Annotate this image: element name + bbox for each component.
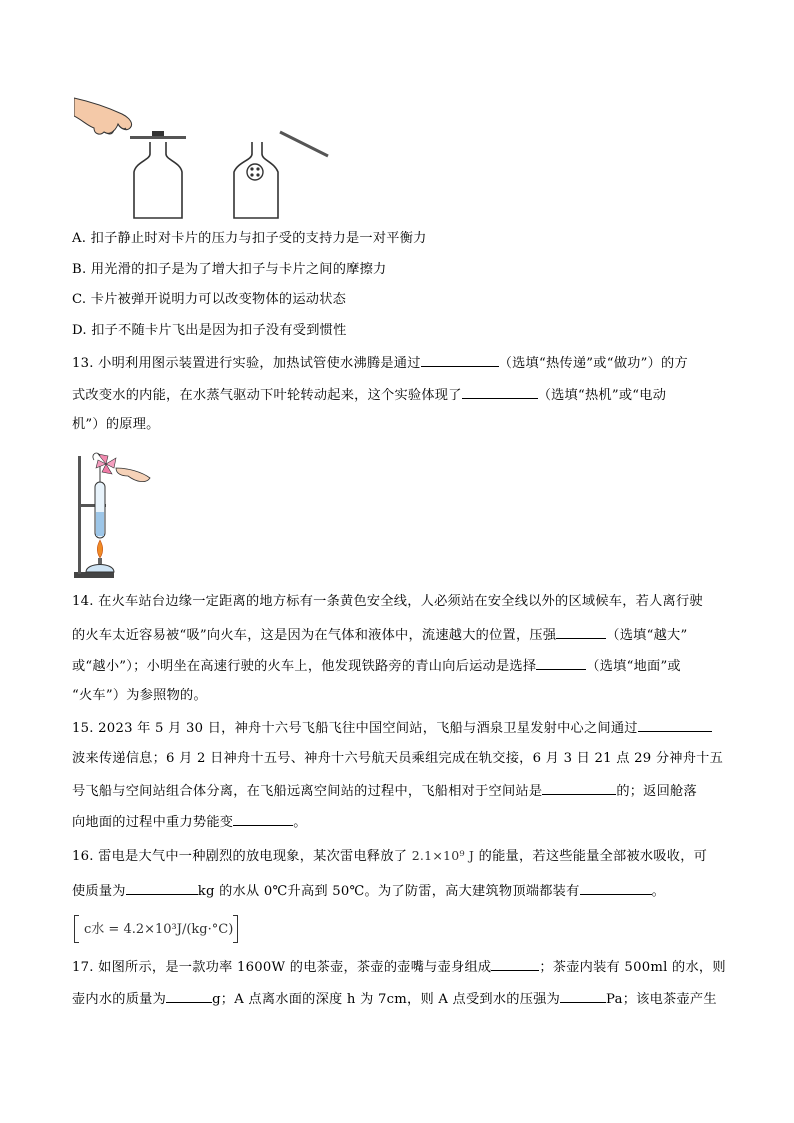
flying-card [280, 132, 328, 156]
q16-blank-1[interactable] [126, 880, 198, 895]
flame [97, 540, 102, 558]
q12-option-d: D. 扣子不随卡片飞出是因为扣子没有受到惯性 [72, 323, 347, 338]
q14-line-2: 的火车太近容易被“吸”向火车，这是因为在气体和液体中，流速越大的位置，压强 （选填“越大” [72, 624, 687, 646]
q13-line-3: 机”）的原理。 [72, 417, 160, 432]
q17-line-2: 壶内水的质量为 g；A 点离水面的深度 h 为 7cm，则 A 点受到水的压强为 Pa；该电茶壶产生 [72, 988, 717, 1010]
pinwheel [96, 454, 116, 474]
energy-value: 2.1×10⁹ J [411, 848, 475, 863]
q12-option-a: A. 扣子静止时对卡片的压力与扣子受的支持力是一对平衡力 [72, 231, 427, 246]
q17-line-1: 17. 如图所示，是一款功率 1600W 的电茶壶，茶壶的壶嘴与壶身组成 ；茶壶内装有 500ml 的水，则 [72, 956, 726, 978]
q15-line-4: 向地面的过程中重力势能变 。 [72, 811, 307, 833]
button-on-card [152, 131, 164, 136]
q14-line-1: 14. 在火车站台边缘一定距离的地方标有一条黄色安全线，人必须站在安全线以外的区域候车，若人离行驶 [72, 594, 703, 609]
small-hand [116, 468, 150, 482]
specific-heat-formula: c水 = 4.2×10³J/(kg·°C) [72, 915, 240, 941]
q12-option-b: B. 用光滑的扣子是为了增大扣子与卡片之间的摩擦力 [72, 262, 387, 277]
q14-line-4: “火车”）为参照物的。 [72, 688, 207, 703]
q13-line-1: 13. 小明利用图示装置进行实验，加热试管使水沸腾是通过 （选填“热传递”或“做功”）的方 [72, 352, 688, 374]
alcohol-burner [86, 565, 114, 573]
button-in-bottle [247, 164, 263, 180]
q17-blank-1[interactable] [491, 956, 539, 971]
q16-blank-2[interactable] [580, 880, 652, 895]
q14-blank-1[interactable] [556, 624, 606, 639]
card-on-bottle [130, 136, 186, 139]
q14-line-3: 或“越小”）；小明坐在高速行驶的火车上，他发现铁路旁的青山向后运动是选择 （选填“地面”或 [72, 655, 681, 677]
q15-blank-1[interactable] [638, 717, 712, 732]
q17-blank-2[interactable] [166, 988, 212, 1003]
q15-line-2: 波来传递信息；6 月 2 日神舟十五号、神舟十六号航天员乘组完成在轨交接，6 月 3 日 21 点 29 分神舟十五 [72, 751, 724, 766]
q15-line-1: 15. 2023 年 5 月 30 日，神舟十六号飞船飞往中国空间站，飞船与酒泉卫星发射中心之间通过 [72, 717, 712, 739]
bottle-left [134, 142, 182, 218]
q16-line-2: 使质量为 kg 的水从 0℃升高到 50℃。为了防雷，高大建筑物顶端都装有 。 [72, 880, 665, 902]
q15-line-3: 号飞船与空间站组合体分离，在飞船远离空间站的过程中，飞船相对于空间站是 的；返回舱落 [72, 780, 697, 802]
q14-blank-2[interactable] [536, 655, 586, 670]
q15-blank-2[interactable] [542, 780, 616, 795]
q13-line-2: 式改变水的内能，在水蒸气驱动下叶轮转动起来，这个实验体现了 （选填“热机”或“电动 [72, 384, 666, 406]
steam-turbine-figure [70, 446, 162, 582]
q13-blank-1[interactable] [421, 352, 499, 367]
q13-blank-2[interactable] [462, 384, 538, 399]
q15-blank-3[interactable] [233, 811, 293, 826]
q16-line-1: 16. 雷电是大气中一种剧烈的放电现象，某次雷电释放了 2.1×10⁹ J 的能量，若这些能量全部被水吸收，可 [72, 848, 708, 864]
inertia-experiment-figure [74, 94, 344, 222]
q12-option-c: C. 卡片被弹开说明力可以改变物体的运动状态 [72, 292, 347, 307]
q17-blank-3[interactable] [560, 988, 606, 1003]
stand-pole [78, 456, 81, 574]
